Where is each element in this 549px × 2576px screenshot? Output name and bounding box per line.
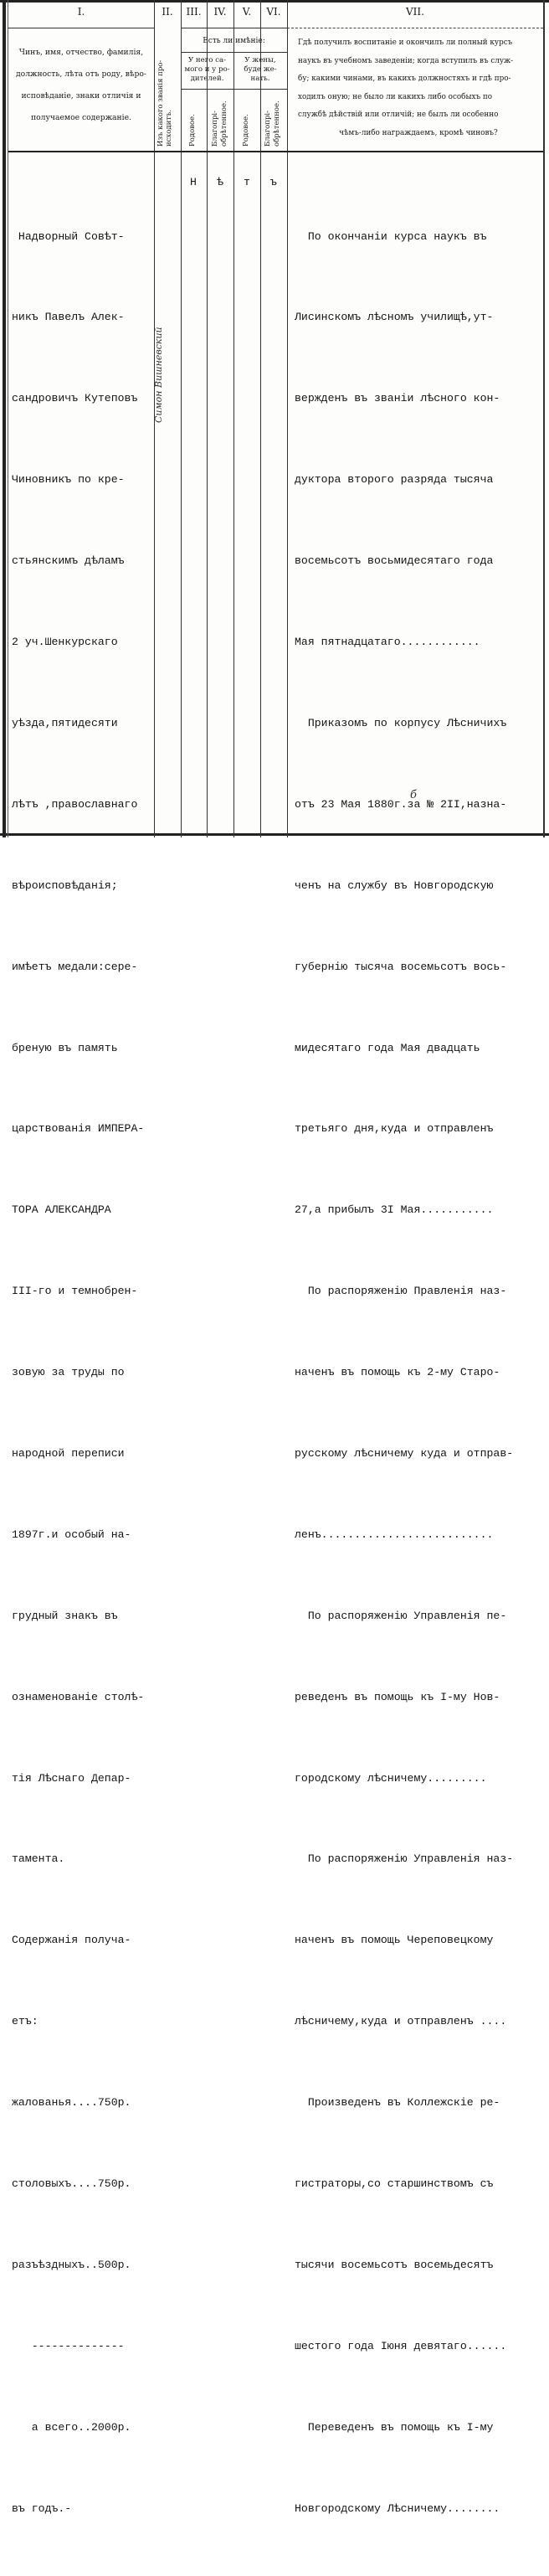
col7-line: дуктора второго разряда тысяча: [295, 473, 494, 487]
column-divider-6: [287, 0, 288, 837]
col7-line: По распоряженію Управленія пе-: [295, 1609, 507, 1622]
col1-line: III-го и темнобрен-: [12, 1285, 138, 1298]
frame-left-border: [3, 0, 6, 837]
col7-numeral: VII.: [406, 6, 424, 18]
col7-line: городскому лѣсничему.........: [295, 1771, 487, 1785]
col7-line: русскому лѣсничему куда и отправ-: [295, 1446, 514, 1460]
col6-header-line: Благопрі-: [264, 111, 272, 147]
column-divider-3: [207, 0, 208, 837]
col1-line: царствованія ИМПЕРА-: [12, 1122, 145, 1136]
col1-header-description: [8, 42, 154, 129]
estate-self-line: дителей.: [190, 75, 224, 83]
col2-numeral: II.: [162, 6, 173, 18]
estate-self-label: [181, 56, 233, 84]
col1-header-line: получаемое содержаніе.: [31, 113, 131, 122]
col4-numeral: IV.: [213, 6, 227, 18]
col2-header-line: Изъ какого званія про-: [156, 59, 165, 147]
col1-line: народной переписи: [12, 1446, 125, 1460]
estate-mark-col5: т: [244, 176, 250, 188]
col7-line: ченъ на службу въ Новгородскую: [295, 878, 494, 892]
estate-group-label: Есть ли имѣніе:: [203, 37, 265, 45]
col7-line: Новгородскому Лѣсничему........: [295, 2501, 500, 2515]
col7-header-line: службѣ дѣйствій или отличій; не былъ ли особенно: [298, 111, 499, 119]
col7-header-line: чѣмъ-либо награждаемъ, кромѣ чиновъ?: [339, 128, 498, 137]
col1-line: 2 уч.Шенкурскаго: [12, 636, 118, 649]
col7-header-description: [298, 34, 539, 142]
col7-line: Мая пятнадцатаго............: [295, 636, 480, 649]
column-divider-5: [260, 0, 261, 837]
col7-line: губернію тысяча восемьсотъ вось-: [295, 960, 507, 973]
col1-line: 1897г.и особый на-: [12, 1528, 131, 1541]
col1-salary-line: жалованья....750р.: [12, 2096, 131, 2110]
estate-wife-line: буде же-: [244, 65, 277, 74]
col3-numeral: III.: [186, 6, 202, 18]
col1-line: тамента.: [12, 1852, 65, 1866]
col6-header-description: [264, 92, 282, 147]
estate-mark-col6: ъ: [270, 176, 277, 188]
col1-line: стьянскимъ дѣламъ: [12, 554, 125, 568]
col1-line: зовую за труды по: [12, 1366, 125, 1379]
col7-line: По распоряженію Управленія наз-: [295, 1852, 514, 1866]
col7-line: Приказомъ по корпусу Лѣсничихъ: [295, 716, 507, 729]
col1-line: имѣетъ медали:сере-: [12, 960, 138, 973]
col7-line: ленъ..........................: [295, 1528, 494, 1541]
col7-line: вержденъ въ званіи лѣсного кон-: [295, 392, 500, 405]
estate-self-line: У него са-: [187, 56, 226, 64]
col1-line: тія Лѣснаго Депар-: [12, 1771, 131, 1785]
col1-line: Содержанія получа-: [12, 1934, 131, 1947]
estate-wife-line: нать.: [250, 75, 270, 83]
col6-header-line: обрѣтенное.: [273, 100, 281, 147]
estate-group-rule: [181, 52, 287, 53]
col5-numeral: V.: [242, 6, 252, 18]
col7-line: тысячи восемьсотъ восемьдесятъ: [295, 2258, 494, 2271]
col7-line: восемьсотъ восьмидесятаго года: [295, 554, 494, 568]
col1-line: бреную въ память: [12, 1041, 118, 1054]
col1-line: ознаменованіе столѣ-: [12, 1690, 145, 1703]
col1-line: грудный знакъ въ: [12, 1609, 118, 1622]
col4-header-line: обрѣтенное.: [220, 100, 228, 147]
col7-line: шестого года Іюня девятаго......: [295, 2339, 507, 2352]
col2-header-description: [156, 50, 173, 147]
col7-line: мидесятаго года Мая двадцать: [295, 1041, 480, 1054]
col7-header-line: бу; какими чинами, въ какихъ должностяхъ и гдѣ про-: [298, 75, 511, 83]
estate-mark-col3: Н: [190, 176, 197, 188]
col1-line: сандровичъ Кутеповъ: [12, 392, 138, 405]
frame-top-border: [0, 0, 549, 3]
col7-service-history: [295, 169, 546, 2576]
col1-line: етъ:: [12, 2015, 38, 2028]
col1-salary-line: столовыхъ....750р.: [12, 2177, 131, 2190]
col7-line: наченъ въ помощь къ 2-му Старо-: [295, 1366, 500, 1379]
col6-numeral: VI.: [266, 6, 281, 18]
col7-line: Переведенъ въ помощь къ I-му: [295, 2420, 494, 2434]
estate-mark-col4: ѣ: [217, 176, 223, 188]
estate-sub-rule: [181, 89, 287, 90]
col1-line: вѣроисповѣданія;: [12, 878, 118, 892]
col1-header-line: должность, лѣта отъ роду, вѣро-: [16, 70, 146, 79]
estate-wife-label: [233, 56, 287, 84]
col7-header-line: наукъ въ учебномъ заведеніи; когда вступилъ въ служ-: [298, 56, 514, 65]
col7-header-line: ходилъ оную; не было ли какихъ либо особыхъ по: [298, 92, 492, 101]
col1-separator-line: --------------: [12, 2339, 125, 2352]
col7-line: Лисинскомъ лѣсномъ училищѣ,ут-: [295, 311, 494, 324]
col1-line: Надворный Совѣт-: [12, 229, 125, 243]
col3-header-description: Родовое.: [188, 114, 197, 147]
col7-line: отъ 23 Мая 1880г.за № 2II,назна-: [295, 797, 507, 811]
estate-wife-line: У жены,: [244, 56, 276, 64]
col7-line: лѣсничему,куда и отправленъ ....: [295, 2015, 507, 2028]
col1-line: уѣзда,пятидесяти: [12, 716, 118, 729]
col1-line: никъ Павелъ Алек-: [12, 311, 125, 324]
col7-line: реведенъ въ помощь къ I-му Нов-: [295, 1690, 500, 1703]
col1-header-line: исповѣданіе, знаки отличія и: [21, 91, 141, 100]
col7-line: По окончаніи курса наукъ въ: [295, 229, 487, 243]
col7-line: наченъ въ помощь Череповецкому: [295, 1934, 494, 1947]
col2-header-line: исходитъ.: [165, 109, 173, 147]
col7-line: 27,а прибылъ 3I Мая...........: [295, 1203, 494, 1217]
col1-rank-name-details: [12, 169, 156, 2576]
col7-line: По распоряженію Правленія наз-: [295, 1285, 507, 1298]
col1-salary-line: разъѣздныхъ..500р.: [12, 2258, 131, 2271]
col1-line: въ годъ.-: [12, 2501, 72, 2515]
column-divider-2: [181, 0, 182, 837]
col1-total-line: а всего..2000р.: [12, 2420, 131, 2434]
col1-line: ТОРА АЛЕКСАНДРА: [12, 1203, 111, 1217]
column-divider-4: [233, 0, 234, 837]
header-bottom-rule: [8, 151, 543, 152]
col5-header-description: Родовое.: [242, 114, 250, 147]
estate-self-line: мого и у ро-: [184, 65, 230, 74]
col4-header-line: Благопрі-: [211, 111, 219, 147]
col4-header-description: [211, 92, 229, 147]
col1-numeral: I.: [77, 6, 85, 18]
col1-line: лѣтъ ,православнаго: [12, 797, 138, 811]
col1-line: Чиновникъ по кре-: [12, 473, 125, 487]
col7-line: гистраторы,со старшинствомъ съ: [295, 2177, 494, 2190]
col1-header-line: Чинъ, имя, отчество, фамилія,: [18, 48, 144, 57]
handwritten-correction-mark: б: [410, 789, 417, 801]
col7-line: Произведенъ въ Коллежскіе ре-: [295, 2096, 500, 2110]
handwritten-signature: Симон Вишневский: [153, 327, 164, 423]
col7-header-line: Гдѣ получилъ воспитаніе и окончилъ ли полный курсъ: [298, 39, 513, 47]
col7-line: третьяго дня,куда и отправленъ: [295, 1122, 494, 1136]
